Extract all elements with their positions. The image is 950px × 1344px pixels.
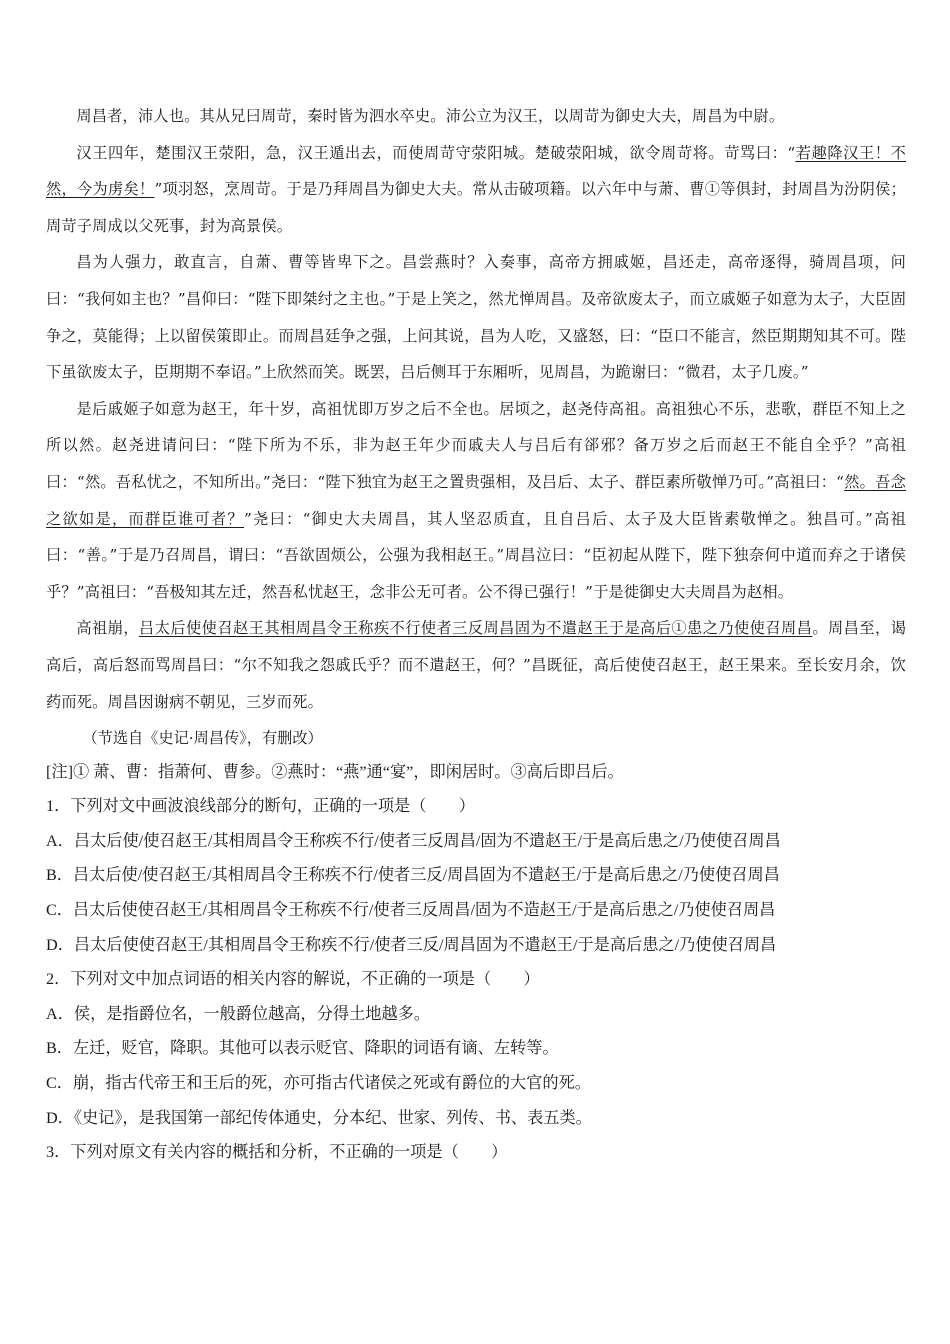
passage-paragraph-4 [46, 391, 906, 611]
passage-paragraph-3: 昌为人强力，敢直言，自萧、曹等皆卑下之。昌尝燕时？入奏事，高帝方拥戚姬，昌还走，高帝逐得，骑周昌项，问曰：“我何如主也？”昌仰曰：“陛下即桀纣之主也。”于是上笑之，然尤惮周昌。及帝欲废太子，而立戚姬子如意为太子，大臣固争之，莫能得；上以留侯策即止。而周昌廷争之强，上问其说，昌为人吃，又盛怒，曰：“臣口不能言，然臣期期知其不可。陛下虽欲废太子，臣期期不奉诏。”上欣然而笑。既罢，吕后侧耳于东厢听，见周昌，为跪谢曰：“微君，太子几废。” [46, 253, 906, 382]
annotation-note: [注]① 萧、曹：指萧何、曹参。②燕时：“燕”通“宴”，即闲居时。③高后即吕后。 [46, 762, 624, 781]
underlined-phrase: 若趣降汉王！不然，今为虏矣！ [46, 143, 906, 199]
passage-text: 。周昌至，谒高后，高后怒而骂周昌曰：“尔不知我之怨戚氏乎？而不遣赵王，何？”昌既征，高后使使召赵王，赵王果来。至长安月余，饮药而死。周昌因谢病不朝见，三岁而死。 [46, 619, 906, 711]
passage-text: ”项羽怒，烹周苛。于是乃拜周昌为御史大夫。常从击破项籍。以六年中与萧、曹①等俱封，封周昌为汾阴侯；周苛子周成以父死事，封为高景侯。 [46, 180, 906, 235]
question-1-option-c: C．吕太后使使召赵王/其相周昌令王称疾不行/使者三反周昌/固为不造赵王/于是高后患之/乃使使召周昌 [46, 901, 776, 920]
question-2-option-a: A．侯，是指爵位名，一般爵位越高，分得土地越多。 [46, 1004, 431, 1023]
passage-paragraph-2 [46, 135, 906, 245]
question-2-stem: 2．下列对文中加点词语的相关内容的解说，不正确的一项是（ ） [46, 970, 540, 989]
passage-paragraph-1: 周昌者，沛人也。其从兄曰周苛，秦时皆为泗水卒史。沛公立为汉王，以周苛为御史大夫，周昌为中尉。 [76, 107, 785, 125]
passage-text: ”尧曰：“御史大夫周昌，其人坚忍质直，且自吕后、太子及大臣皆素敬惮之。独昌可。”高祖曰：“善。”于是乃召周昌，谓曰：“吾欲固烦公，公强为我相赵王。”周昌泣曰：“臣初起从陛下，陛下独奈何中道而弃之于诸侯乎？”高祖曰：“吾极知其左迁，然吾私忧赵王，念非公无可者。公不得已强行！”于是徙御史大夫周昌为赵相。 [46, 509, 906, 601]
question-1-stem: 1．下列对文中画波浪线部分的断句，正确的一项是（ ） [46, 797, 475, 816]
question-3-stem: 3．下列对原文有关内容的概括和分析，不正确的一项是（ ） [46, 1143, 508, 1162]
wavy-underlined-sentence: 吕太后使使召赵王其相周昌令王称疾不行使者三反周昌固为不遣赵王于是高后①患之乃使使召周昌 [139, 619, 813, 638]
question-1-option-a: A．吕太后使/使召赵王/其相周昌令王称疾不行/使者三反周昌/固为不遣赵王/于是高后患之/乃使使召周昌 [46, 831, 781, 850]
passage-text: 是后戚姬子如意为赵王，年十岁，高祖忧即万岁之后不全也。居顷之，赵尧侍高祖。高祖独心不乐，悲歌，群臣不知上之所以然。赵尧进请问曰：“陛下所为不乐，非为赵王年少而戚夫人与吕后有郤邪？备万岁之后而赵王不能自全乎？”高祖曰：“然。吾私忧之，不知所出。”尧曰：“陛下独宜为赵王之置贵强相，及吕后、太子、群臣素所敬惮乃可。”高祖曰：“ [46, 399, 906, 491]
question-1-option-d: D．吕太后使使召赵王/其相周昌令王称疾不行/使者三反/周昌固为不遣赵王/于是高后患之/乃使使召周昌 [46, 935, 777, 954]
underlined-phrase: 然。吾念之欲如是，而群臣谁可者？ [46, 472, 906, 528]
passage-text: 汉王四年，楚围汉王荥阳，急，汉王遁出去，而使周苛守荥阳城。楚破荥阳城，欲令周苛将。苛骂曰：“ [76, 143, 796, 162]
classical-passage [46, 98, 906, 720]
passage-paragraph-5 [46, 610, 906, 720]
passage-text: 高祖崩， [76, 619, 140, 638]
question-2-option-d: D．《史记》，是我国第一部纪传体通史，分本纪、世家、列传、书、表五类。 [46, 1108, 592, 1127]
question-2-option-b: B．左迁，贬官，降职。其他可以表示贬官、降职的词语有谪、左转等。 [46, 1039, 559, 1058]
source-citation: （节选自《史记·周昌传》，有删改） [82, 729, 323, 748]
question-2-option-c: C．崩，指古代帝王和王后的死，亦可指古代诸侯之死或有爵位的大官的死。 [46, 1074, 591, 1093]
questions-section [46, 755, 906, 1170]
question-1-option-b: B．吕太后使/使召赵王/其相周昌令王称疾不行/使者三反/周昌固为不遣赵王/于是高后患之/乃使使召周昌 [46, 866, 780, 885]
